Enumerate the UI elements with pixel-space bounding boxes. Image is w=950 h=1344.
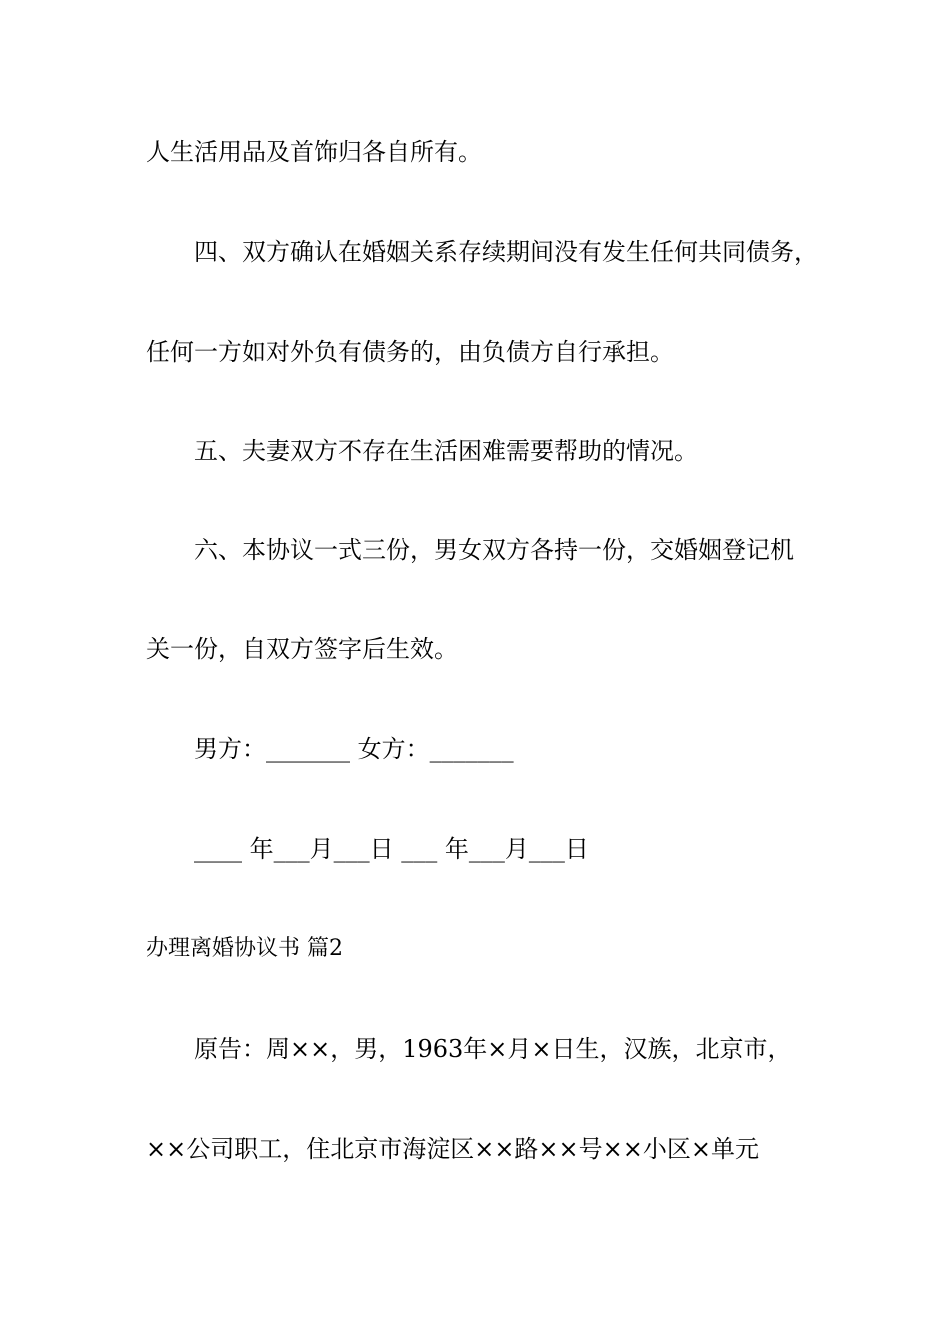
date-line: ____ 年___月___日 ___ 年___月___日 bbox=[194, 835, 589, 863]
clause-six-line: 六、本协议一式三份，男女双方各持一份，交婚姻登记机 bbox=[194, 536, 794, 564]
paragraph-line: 关一份，自双方签字后生效。 bbox=[146, 635, 458, 663]
paragraph-line: ××公司职工，住北京市海淀区××路××号××小区×单元 bbox=[146, 1135, 759, 1163]
paragraph-line: 人生活用品及首饰归各自所有。 bbox=[146, 138, 482, 166]
section-heading: 办理离婚协议书 篇2 bbox=[146, 936, 343, 961]
signature-line: 男方：_______ 女方：_______ bbox=[194, 735, 514, 763]
clause-five-line: 五、夫妻双方不存在生活困难需要帮助的情况。 bbox=[194, 437, 698, 465]
clause-four-line: 四、双方确认在婚姻关系存续期间没有发生任何共同债务， bbox=[194, 238, 818, 266]
paragraph-line: 任何一方如对外负有债务的，由负债方自行承担。 bbox=[146, 338, 674, 366]
plaintiff-line: 原告：周××，男，1963年×月×日生，汉族，北京市， bbox=[194, 1035, 792, 1063]
